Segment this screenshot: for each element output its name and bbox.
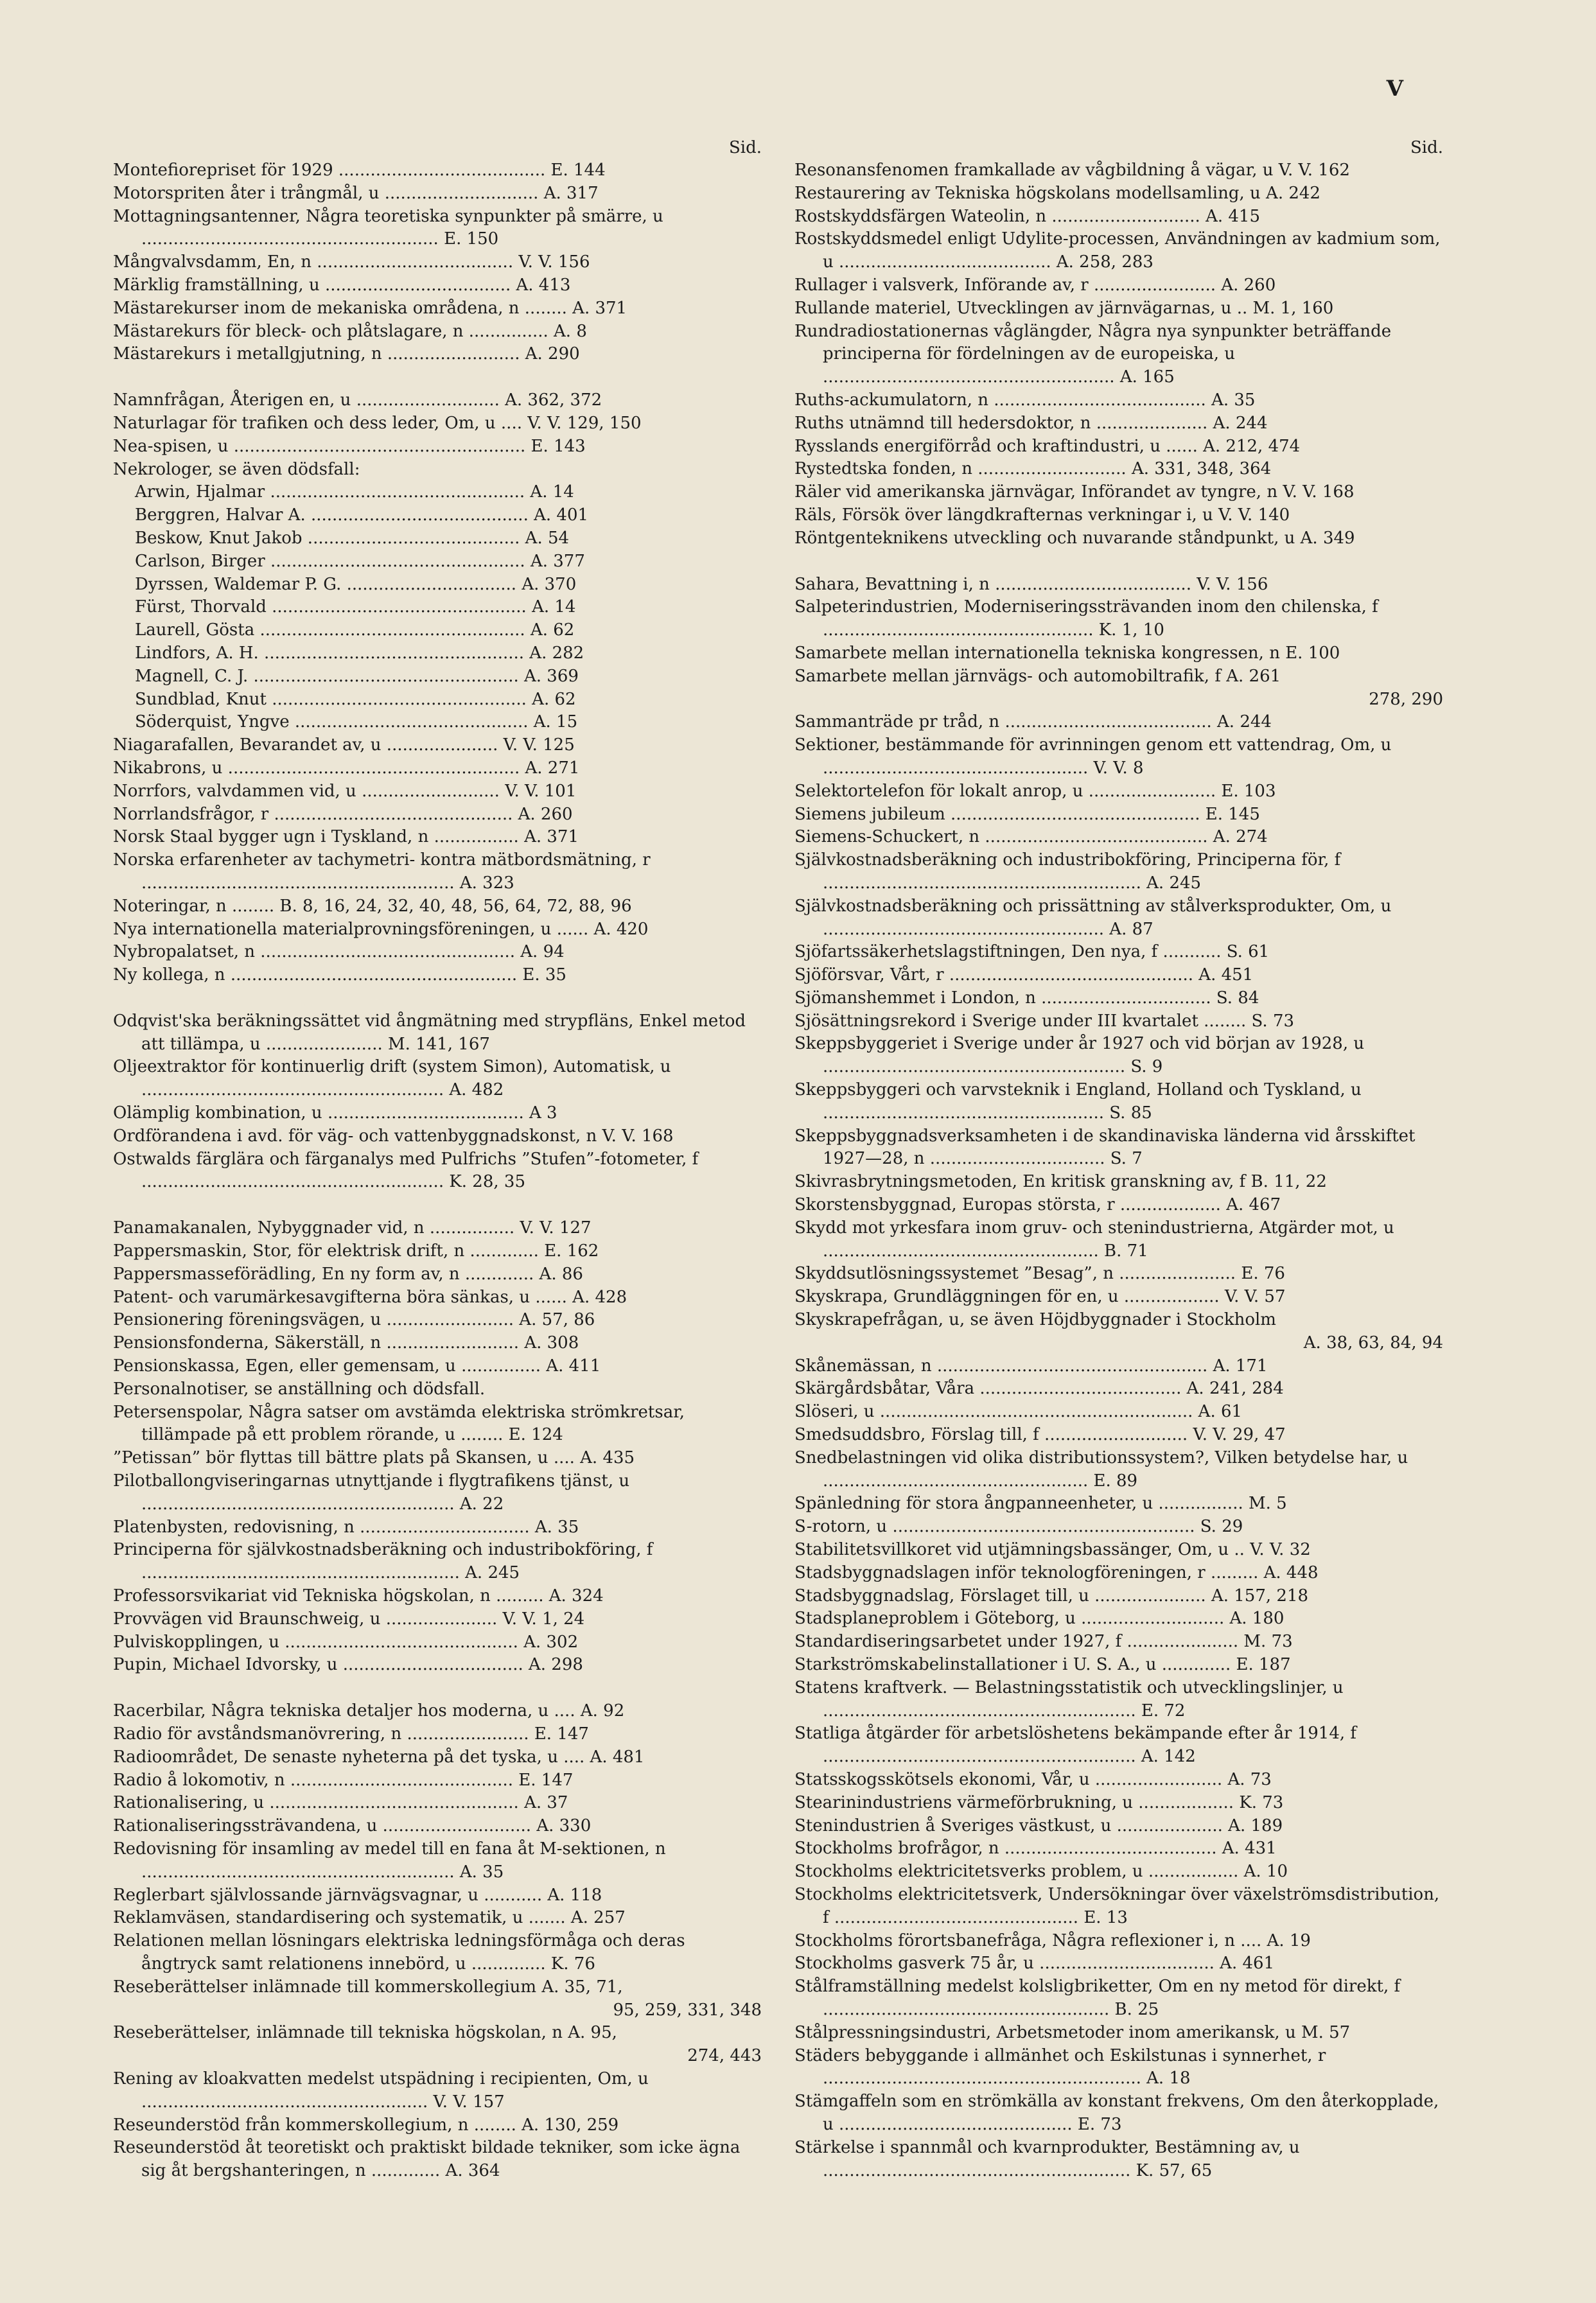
index-entry: Nekrologer, se även dödsfall: [113, 459, 360, 479]
index-entry: Samarbete mellan internationella tekniska kongressen, n E. 100 [794, 643, 1340, 663]
index-entry: Rostskyddsmedel enligt Udylite-processen, Användningen av kadmium som, u ........................................ A. 258, 283 [794, 229, 1441, 272]
index-entry: Skeppsbyggnadsverksamheten i de skandinaviska länderna vid årsskiftet 1927—28, n ................................. S. 7 [794, 1126, 1416, 1169]
index-entry: Sjöfartssäkerhetslagstiftningen, Den nya, f ........... S. 61 [794, 942, 1270, 962]
index-entry: Salpeterindustrien, Moderniseringssträvanden inom den chilenska, f ................................................... K. 1, 10 [794, 597, 1378, 640]
index-entry: Norrlandsfrågor, r ............................................. A. 260 [113, 804, 573, 824]
index-entry: Reseberättelser inlämnade till kommerskollegium A. 35, 71, [113, 1977, 623, 1997]
index-entry: Statens kraftverk. — Belastningsstatistik och utvecklingslinjer, u ........................................................... E. 72 [794, 1677, 1344, 1721]
index-entry: Skorstensbyggnad, Europas största, r ................... A. 467 [794, 1195, 1281, 1215]
index-entry: Reseberättelser, inlämnade till tekniska högskolan, n A. 95, [113, 2023, 617, 2043]
index-entry: Sjömanshemmet i London, n ................................ S. 84 [794, 988, 1259, 1008]
index-entry: Professorsvikariat vid Tekniska högskolan, n ......... A. 324 [113, 1586, 604, 1606]
index-entry: Skyskrapa, Grundläggningen för en, u .................. V. V. 57 [794, 1287, 1286, 1307]
index-entry: Reglerbart självlossande järnvägsvagnar, u ........... A. 118 [113, 1885, 602, 1905]
index-entry: Rationalisering, u ............................................... A. 37 [113, 1793, 568, 1813]
index-subentry: Laurell, Gösta .................................................. A. 62 [135, 620, 575, 640]
index-entry: Skyskrapefrågan, u, se även Höjdbyggnader i Stockholm [794, 1310, 1276, 1330]
index-entry-continuation: 274, 443 [687, 2046, 762, 2066]
index-entry: Skeppsbyggeriet i Sverige under år 1927 och vid början av 1928, u ......................................................... S. 9 [794, 1034, 1365, 1077]
index-entry: Stenindustrien å Sveriges västkust, u .................... A. 189 [794, 1816, 1283, 1835]
index-entry: Rysslands energiförråd och kraftindustri, u ...... A. 212, 474 [794, 436, 1301, 456]
index-subentry: Dyrssen, Waldemar P. G. ................................ A. 370 [135, 574, 577, 594]
index-entry: Radio för avståndsmanövrering, n ....................... E. 147 [113, 1724, 589, 1744]
index-entry: Ostwalds färglära och färganalys med Pulfrichs ”Stufen”-fotometer, f ......................................................... K. 28, 35 [113, 1149, 699, 1192]
index-entry: Personalnotiser, se anställning och dödsfall. [113, 1379, 486, 1399]
index-entry: Skivrasbrytningsmetoden, En kritisk granskning av, f B. 11, 22 [794, 1172, 1327, 1192]
index-subentry: Beskow, Knut Jakob ........................................ A. 54 [135, 528, 570, 548]
index-entry: Stockholms elektricitetsverk, Undersökningar över växelströmsdistribution, f .............................................. E. 13 [794, 1884, 1440, 1927]
index-entry: Naturlagar för trafiken och dess leder, Om, u .... V. V. 129, 150 [113, 413, 642, 433]
index-entry: Rystedtska fonden, n ............................ A. 331, 348, 364 [794, 459, 1272, 479]
index-entry: Snedbelastningen vid olika distributionssystem?, Vilken betydelse har, u .................................................. E. 89 [794, 1448, 1408, 1491]
index-subentry: Magnell, C. J. .................................................. A. 369 [135, 666, 579, 686]
index-entry: Mästarekurser inom de mekaniska områdena, n ........ A. 371 [113, 298, 627, 318]
index-entry: Ny kollega, n ...................................................... E. 35 [113, 965, 566, 985]
index-entry-continuation: 278, 290 [1369, 689, 1443, 709]
index-subentry: Berggren, Halvar A. ......................................... A. 401 [135, 505, 589, 525]
index-entry: Mångvalvsdamm, En, n ..................................... V. V. 156 [113, 252, 590, 272]
index-entry: Odqvist'ska beräkningssättet vid ångmätning med strypfläns, Enkel metod att tillämpa, u ...................... M. 141, 167 [113, 1011, 746, 1054]
index-entry: Rening av kloakvatten medelst utspädning i recipienten, Om, u ...................................................... V. V. 157 [113, 2069, 649, 2112]
index-entry: Stadsbyggnadslag, Förslaget till, u ..................... A. 157, 218 [794, 1586, 1309, 1606]
index-entry: Redovisning för insamling av medel till en fana åt M-sektionen, n ........................................................... A. 35 [113, 1839, 666, 1882]
index-entry: Restaurering av Tekniska högskolans modellsamling, u A. 242 [794, 183, 1320, 203]
index-entry: Reseunderstöd åt teoretiskt och praktiskt bildade tekniker, som icke ägna sig åt bergshanteringen, n ............. A. 364 [113, 2138, 741, 2181]
index-entry: Samarbete mellan järnvägs- och automobiltrafik, f A. 261 [794, 666, 1281, 686]
index-entry: Röntgenteknikens utveckling och nuvarande ståndpunkt, u A. 349 [794, 528, 1355, 548]
index-entry: Självkostnadsberäkning och industribokföring, Principerna för, f ............................................................ A. 245 [794, 850, 1341, 893]
index-entry: Räls, Försök över längdkrafternas verkningar i, u V. V. 140 [794, 505, 1290, 525]
index-entry: Norsk Staal bygger ugn i Tyskland, n ................ A. 371 [113, 827, 579, 847]
index-entry: Reseunderstöd från kommerskollegium, n ........ A. 130, 259 [113, 2115, 619, 2135]
index-entry: Stockholms elektricitetsverks problem, u ................. A. 10 [794, 1862, 1288, 1882]
index-subentry: Sundblad, Knut ................................................ A. 62 [135, 689, 576, 709]
index-entry: Statliga åtgärder för arbetslöshetens bekämpande efter år 1914, f ........................................................... A. 142 [794, 1724, 1357, 1767]
index-entry: Självkostnadsberäkning och prissättning av stålverksprodukter, Om, u ..................................................... A. 87 [794, 896, 1392, 939]
index-entry: Rostskyddsfärgen Wateolin, n ............................ A. 415 [794, 206, 1261, 226]
index-entry: Sjösättningsrekord i Sverige under III kvartalet ........ S. 73 [794, 1011, 1295, 1031]
index-entry: Starkströmskabelinstallationer i U. S. A., u ............. E. 187 [794, 1655, 1291, 1674]
index-entry: Motorspriten åter i trångmål, u ............................. A. 317 [113, 183, 599, 203]
index-subentry: Carlson, Birger ................................................ A. 377 [135, 551, 585, 571]
index-entry: Stålframställning medelst kolsligbriketter, Om en ny metod för direkt, f ...................................................... B. 25 [794, 1977, 1401, 2019]
index-entry: Racerbilar, Några tekniska detaljer hos moderna, u .... A. 92 [113, 1701, 625, 1721]
index-entry: Pilotballongviseringarnas utnyttjande i flygtrafikens tjänst, u ........................................................... A. 22 [113, 1471, 630, 1514]
index-entry: Stockholms gasverk 75 år, u ................................. A. 461 [794, 1954, 1275, 1974]
index-entry: Ruths utnämnd till hedersdoktor, n ..................... A. 244 [794, 413, 1268, 433]
index-entry: S-rotorn, u ......................................................... S. 29 [794, 1517, 1243, 1537]
index-entry: Nea-spisen, u ....................................................... E. 143 [113, 436, 586, 456]
page-number: V [1386, 76, 1403, 101]
index-entry: Rullager i valsverk, Införande av, r ....................... A. 260 [794, 275, 1276, 295]
index-entry: Slöseri, u ........................................................... A. 61 [794, 1402, 1243, 1422]
index-entry: Stabilitetsvillkoret vid utjämningsbassänger, Om, u .. V. V. 32 [794, 1540, 1311, 1560]
index-entry: Namnfrågan, Återigen en, u ........................... A. 362, 372 [113, 390, 602, 410]
index-entry: Mästarekurs i metallgjutning, n ......................... A. 290 [113, 344, 580, 364]
index-entry: Principerna för självkostnadsberäkning och industribokföring, f ............................................................ A. 245 [113, 1540, 653, 1583]
index-entry: Statsskogsskötsels ekonomi, Vår, u ........................ A. 73 [794, 1769, 1272, 1789]
index-column-left [113, 136, 762, 2183]
index-entry: Skånemässan, n ................................................... A. 171 [794, 1356, 1268, 1376]
index-entry: Pappersmaskin, Stor, för elektrisk drift, n ............. E. 162 [113, 1241, 599, 1261]
index-entry: Ordförandena i avd. för väg- och vattenbyggnadskonst, n V. V. 168 [113, 1126, 674, 1146]
index-entry-continuation: 95, 259, 331, 348 [613, 2000, 762, 2020]
index-entry: Skeppsbyggeri och varvsteknik i England, Holland och Tyskland, u ..................................................... S. 85 [794, 1080, 1362, 1123]
index-entry: Nikabrons, u ....................................................... A. 271 [113, 758, 580, 778]
index-entry: Siemens jubileum ............................................... E. 145 [794, 804, 1260, 824]
index-entry: Sammanträde pr tråd, n ....................................... A. 244 [794, 712, 1272, 732]
index-entry: Montefiorepriset för 1929 ....................................... E. 144 [113, 161, 606, 180]
page-ref-header: Sid. [728, 138, 762, 157]
index-entry: Pensionskassa, Egen, eller gemensam, u ............... A. 411 [113, 1356, 601, 1376]
index-entry: Smedsuddsbro, Förslag till, f ........................... V. V. 29, 47 [794, 1425, 1286, 1445]
index-entry: Stockholms brofrågor, n ........................................ A. 431 [794, 1839, 1277, 1859]
index-entry: Stadsbyggnadslagen inför teknologföreningen, r ......... A. 448 [794, 1563, 1319, 1582]
index-entry: Olämplig kombination, u ..................................... A 3 [113, 1103, 557, 1123]
index-entry: Norska erfarenheter av tachymetri- kontra mätbordsmätning, r ........................................................... A. 323 [113, 850, 651, 893]
index-entry: Standardiseringsarbetet under 1927, f ..................... M. 73 [794, 1632, 1293, 1652]
index-subentry: Söderquist, Yngve ............................................ A. 15 [135, 712, 578, 732]
index-entry: Rullande materiel, Utvecklingen av järnvägarnas, u .. M. 1, 160 [794, 298, 1334, 318]
index-entry: Mästarekurs för bleck- och plåtslagare, n ............... A. 8 [113, 321, 587, 341]
index-entry: Reklamväsen, standardisering och systematik, u ....... A. 257 [113, 1908, 626, 1928]
index-entry: Stämgaffeln som en strömkälla av konstant frekvens, Om den återkopplade, u ............................................ E. 73 [794, 2092, 1439, 2134]
index-entry: Norrfors, valvdammen vid, u .......................... V. V. 101 [113, 781, 577, 801]
index-entry: Mottagningsantenner, Några teoretiska synpunkter på smärre, u ........................................................ E. 150 [113, 206, 663, 249]
index-entry: Relationen mellan lösningars elektriska ledningsförmåga och deras ångtryck samt relationens innebörd, u .............. K. 76 [113, 1931, 685, 1974]
index-entry: Sjöförsvar, Vårt, r .............................................. A. 451 [794, 965, 1254, 985]
index-entry: Skyddsutlösningssystemet ”Besag”, n ...................... E. 76 [794, 1264, 1285, 1284]
index-entry: Nya internationella materialprovningsföreningen, u ...... A. 420 [113, 919, 649, 939]
index-entry: Nybropalatset, n ................................................ A. 94 [113, 942, 565, 962]
index-entry: Skydd mot yrkesfara inom gruv- och stenindustrierna, Atgärder mot, u .................................................... B. 71 [794, 1218, 1394, 1261]
page-ref-header: Sid. [1410, 138, 1443, 157]
entry-list [794, 159, 1443, 2182]
index-entry: Stearinindustriens värmeförbrukning, u .................. K. 73 [794, 1792, 1284, 1812]
index-entry: Sahara, Bevattning i, n ..................................... V. V. 156 [794, 574, 1268, 594]
index-entry: Märklig framställning, u ................................... A. 413 [113, 275, 571, 295]
index-entry: Pensionsfonderna, Säkerställ, n ......................... A. 308 [113, 1333, 579, 1353]
index-entry: Petersenspolar, Några satser om avstämda elektriska strömkretsar, tillämpade på ett problem rörande, u ........ E. 124 [113, 1402, 685, 1445]
index-entry: Sektioner, bestämmande för avrinningen genom ett vattendrag, Om, u .................................................. V. V. 8 [794, 735, 1392, 778]
index-entry: Stålpressningsindustri, Arbetsmetoder inom amerikansk, u M. 57 [794, 2022, 1351, 2042]
index-entry: Rationaliseringssträvandena, u ............................ A. 330 [113, 1816, 592, 1836]
index-entry: Platenbysten, redovisning, n ................................ A. 35 [113, 1517, 579, 1537]
index-subentry: Arwin, Hjalmar ................................................ A. 14 [135, 482, 574, 502]
index-entry: Radioområdet, De senaste nyheterna på det tyska, u .... A. 481 [113, 1747, 645, 1767]
index-entry: Oljeextraktor för kontinuerlig drift (system Simon), Automatisk, u ......................................................... A. 482 [113, 1057, 671, 1100]
index-entry: Räler vid amerikanska järnvägar, Införandet av tyngre, n V. V. 168 [794, 482, 1355, 502]
index-entry: Provvägen vid Braunschweig, u ..................... V. V. 1, 24 [113, 1609, 585, 1629]
index-entry: ”Petissan” bör flyttas till bättre plats på Skansen, u .... A. 435 [113, 1448, 635, 1468]
index-entry: Pulviskopplingen, u ............................................ A. 302 [113, 1632, 579, 1652]
index-entry: Panamakanalen, Nybyggnader vid, n ................ V. V. 127 [113, 1218, 592, 1238]
index-entry: Pensionering föreningsvägen, u ........................ A. 57, 86 [113, 1310, 595, 1330]
index-entry: Radio å lokomotiv, n .......................................... E. 147 [113, 1770, 574, 1790]
index-entry: Ruths-ackumulatorn, n ........................................ A. 35 [794, 390, 1256, 410]
index-subentry: Fürst, Thorvald ................................................ A. 14 [135, 597, 576, 617]
index-entry: Rundradiostationernas våglängder, Några nya synpunkter beträffande principerna för fördelningen av de europeiska, u ....................................................... A. 165 [794, 321, 1392, 387]
index-entry: Stärkelse i spannmål och kvarnprodukter, Bestämning av, u .......................................................... K. 57, 65 [794, 2137, 1300, 2180]
index-entry: Pupin, Michael Idvorsky, u .................................. A. 298 [113, 1655, 583, 1675]
index-entry: Stadsplaneproblem i Göteborg, u ........................... A. 180 [794, 1609, 1285, 1629]
index-entry: Noteringar, n ........ B. 8, 16, 24, 32, 40, 48, 56, 64, 72, 88, 96 [113, 896, 632, 916]
index-subentry: Lindfors, A. H. ................................................. A. 282 [135, 643, 584, 663]
index-entry: Skärgårdsbåtar, Våra ...................................... A. 241, 284 [794, 1379, 1284, 1399]
index-entry: Niagarafallen, Bevarandet av, u ..................... V. V. 125 [113, 735, 575, 755]
index-entry-continuation: A. 38, 63, 84, 94 [1303, 1333, 1443, 1353]
index-column-right [794, 136, 1443, 2182]
index-entry: Pappersmasseförädling, En ny form av, n ............. A. 86 [113, 1264, 583, 1284]
index-entry: Patent- och varumärkesavgifterna böra sänkas, u ...... A. 428 [113, 1287, 627, 1307]
index-entry: Stockholms förortsbanefråga, Några reflexioner i, n .... A. 19 [794, 1931, 1311, 1950]
index-entry: Spänledning för stora ångpanneenheter, u ................ M. 5 [794, 1494, 1287, 1514]
index-entry: Resonansfenomen framkallade av vågbildning å vägar, u V. V. 162 [794, 161, 1350, 180]
index-entry: Siemens-Schuckert, n .......................................... A. 274 [794, 827, 1268, 847]
index-entry: Städers bebyggande i allmänhet och Eskilstunas i synnerhet, r ............................................................ A. 18 [794, 2045, 1326, 2088]
entry-list [113, 159, 762, 2183]
index-entry: Selektortelefon för lokalt anrop, u ........................ E. 103 [794, 781, 1276, 801]
